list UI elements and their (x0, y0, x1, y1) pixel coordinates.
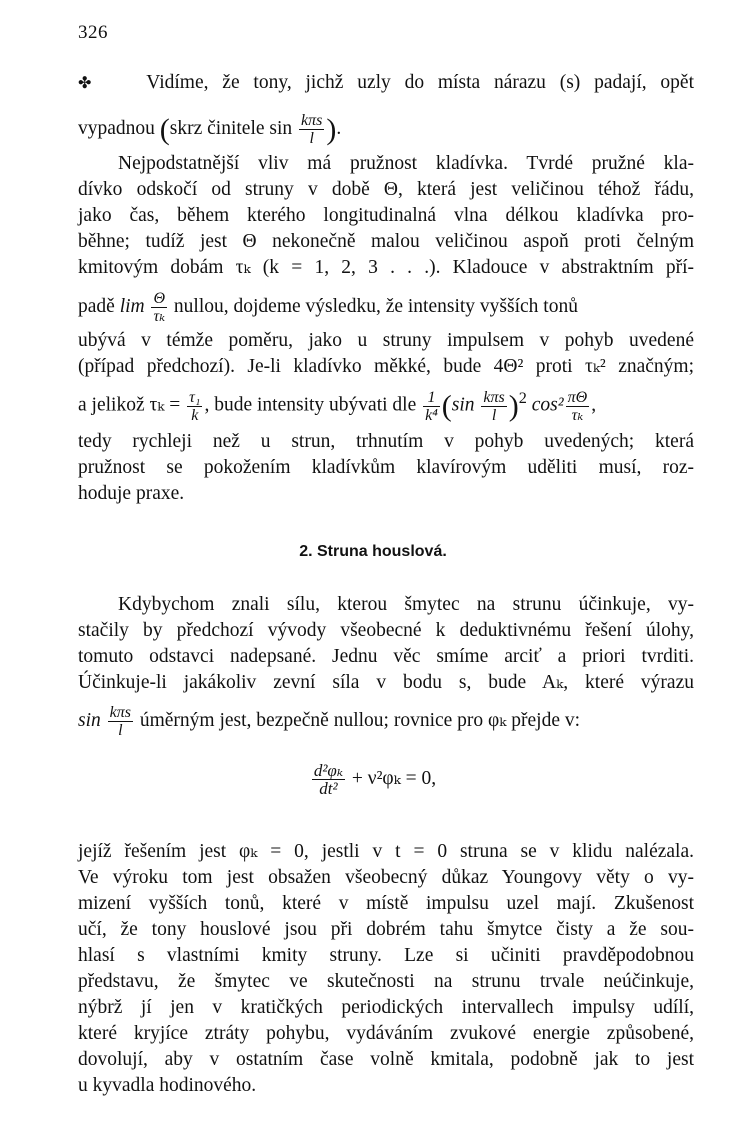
paragraph-marker-icon: ✤ (78, 75, 92, 92)
fraction: $\frac{\pi\Theta}{\text{τₖ}}$ (567, 388, 588, 424)
para4-line5: hlasí s vlastními kmity struny. Lze si učiniti pravděpodobnou (78, 945, 694, 966)
para2-line8: (případ předchozí). Je-li kladívko měkké, bude 4Θ² proti τₖ² značným; (78, 356, 694, 377)
fraction: $\frac{\text{kπs}}{l}$ (109, 704, 131, 739)
para2-line2: dívko odskočí od struny v době Θ, která jest veličinou téhož řádu, (78, 179, 694, 200)
para2-line3: jako čas, během kterého longitudinalná vlna délkou kladívka pro- (78, 205, 694, 226)
para2-line7: ubývá v témže poměru, jako u struny impulsem v pohyb uvedené (78, 330, 694, 351)
para4-line6: představu, že šmytec ve skutečnosti na strunu trvale neúčinkuje, (78, 971, 694, 992)
para2-line6: padě lim $\frac{\Theta}{\text{τₖ}}$ nullou, dojdeme výsledku, že intensity vyšších tonů (78, 290, 578, 325)
para3-line3: tomuto odstavci nadepsané. Jednu věc smíme arciť a priori tvrditi. (78, 646, 694, 667)
display-equation: $\frac{\text{d²φₖ}}{\text{dt²}}$ + ν²φₖ = 0, (313, 761, 437, 798)
para2-line9: a jelikož τₖ = $\frac{\text{τ₁}}{k}$ , bude intensity ubývati dle $\frac{1}{\text{k⁴}}$ (sin $\frac{\text{kπs}}{l}$ )$^2$ cos² $\frac{\pi\Theta}{\text{τₖ}}$ , (78, 388, 597, 424)
para2-line10: tedy rychleji než u strun, trhnutím v pohyb uvedených; která (78, 431, 694, 452)
para2-line12: hoduje praxe. (78, 483, 185, 504)
section-heading: 2. Struna houslová. (299, 543, 447, 560)
fraction: $\frac{\text{d²φₖ}}{\text{dt²}}$ (313, 761, 344, 798)
para3-line4: Účinkuje-li jakákoliv zevní síla v bodu s, bude Aₖ, které výrazu (78, 672, 694, 693)
para4-line2: Ve výroku tom jest obsažen všeobecný důkaz Youngovy věty o vy- (78, 867, 694, 888)
para4-line9: dovolují, aby v ostatním čase volně kmitala, podobně jak to jest (78, 1049, 694, 1070)
para2-line11: pružnost se pokožením kladívkům klavírovým uděliti musí, roz- (78, 457, 694, 478)
fraction: $\frac{1}{\text{k⁴}}$ (425, 388, 438, 424)
para1-line1: ✤ Vidíme, že tony, jichž uzly do místa nárazu (s) padají, opět (78, 72, 695, 93)
fraction: $\frac{\text{τ₁}}{k}$ (189, 388, 201, 424)
para4-line4: učí, že tony houslové jsou při dobrém tahu šmytce čisty a že sou- (78, 919, 694, 940)
para4-line7: nýbrž jí jen v kratičkých periodických intervallech impulsy udílí, (78, 997, 694, 1018)
fraction: $\frac{\Theta}{\text{τₖ}}$ (153, 290, 166, 325)
para3-line2: stačily by předchozí vývody všeobecné k deduktivnému řešení úlohy, (78, 620, 694, 641)
fraction: $\frac{\text{kπs}}{l}$ (301, 112, 323, 147)
para2-line5: kmitovým dobám τₖ (k = 1, 2, 3 . . .). Kladouce v abstraktním pří- (78, 257, 694, 278)
para2-line4: běhne; tudíž jest Θ nekonečně malou veličinou aspoň proti čelným (78, 231, 694, 252)
para3-line5: sin $\frac{\text{kπs}}{l}$ úměrným jest, bezpečně nullou; rovnice pro φₖ přejde v: (78, 704, 581, 739)
para4-line10: u kyvadla hodinového. (78, 1075, 257, 1096)
para4-line3: mizení vyšších tonů, které v místě impulsu uzel mají. Zkušenost (78, 893, 694, 914)
para2-line1: Nejpodstatnější vliv má pružnost kladívka. Tvrdé pružné kla- (118, 153, 694, 174)
para3-line1: Kdybychom znali sílu, kterou šmytec na strunu účinkuje, vy- (118, 594, 694, 615)
page-number: 326 (78, 22, 108, 43)
fraction: $\frac{\text{kπs}}{l}$ (483, 388, 505, 424)
para1-line2: vypadnou (skrz činitele sin $\frac{\text{kπs}}{l}$ ). (78, 112, 342, 147)
para4-line8: které kryjíce ztráty pohybu, vydáváním zvukové energie způsobené, (78, 1023, 694, 1044)
para4-line1: jejíž řešením jest φₖ = 0, jestli v t = 0 struna se v klidu nalézala. (78, 841, 694, 862)
